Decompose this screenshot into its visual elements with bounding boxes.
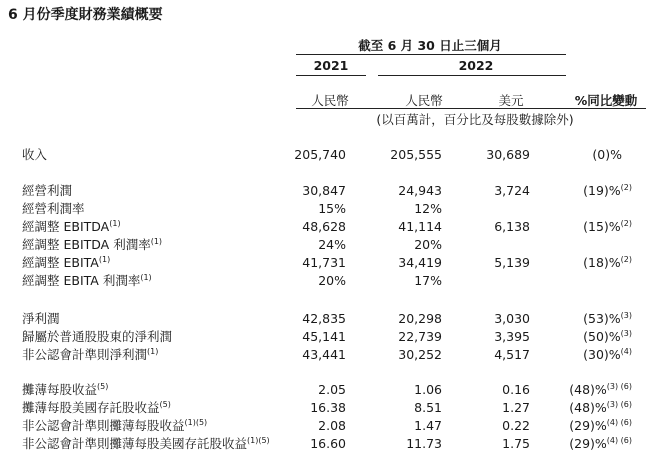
value-usd: 0.22 bbox=[502, 418, 530, 433]
value-usd: 1.27 bbox=[502, 400, 530, 415]
row-label bbox=[22, 417, 207, 435]
value-2022: 11.73 bbox=[406, 436, 442, 451]
value-yoy bbox=[583, 346, 632, 364]
value-2021: 2.08 bbox=[318, 418, 346, 433]
value-yoy-footnote: (3) (6) bbox=[606, 382, 632, 391]
value-2021: 15% bbox=[318, 201, 346, 216]
table-row bbox=[0, 381, 660, 399]
row-label-text: 經營利潤率 bbox=[22, 201, 85, 216]
row-label-footnote: (1) bbox=[150, 237, 163, 246]
row-label-text: 非公認會計準則攤薄每股收益 bbox=[22, 418, 185, 433]
value-yoy bbox=[583, 182, 632, 200]
header-rule bbox=[296, 108, 646, 109]
row-label-footnote: (5) bbox=[97, 382, 109, 391]
table-row bbox=[0, 310, 660, 328]
value-usd: 3,395 bbox=[494, 329, 530, 344]
row-label-text: 經營利潤 bbox=[22, 183, 73, 198]
value-2021: 42,835 bbox=[302, 311, 346, 326]
row-label-footnote: (1) bbox=[140, 273, 152, 282]
row-label-text: 歸屬於普通股股東的淨利潤 bbox=[22, 329, 173, 344]
value-2022: 1.06 bbox=[414, 382, 442, 397]
value-yoy-footnote: (2) bbox=[620, 219, 632, 228]
value-usd: 3,724 bbox=[494, 183, 530, 198]
value-usd: 6,138 bbox=[494, 219, 530, 234]
value-2021: 205,740 bbox=[294, 147, 346, 162]
value-2022: 22,739 bbox=[398, 329, 442, 344]
row-label-text: 非公認會計準則淨利潤 bbox=[22, 347, 148, 362]
value-yoy-text: (15)% bbox=[583, 219, 621, 234]
row-label-text: 收入 bbox=[22, 147, 48, 162]
value-2022: 8.51 bbox=[414, 400, 442, 415]
value-2021: 45,141 bbox=[302, 329, 346, 344]
row-label bbox=[22, 218, 121, 236]
value-yoy bbox=[569, 399, 632, 417]
value-yoy-footnote: (4) bbox=[620, 347, 632, 356]
row-label-footnote: (1)(5) bbox=[184, 418, 208, 427]
table-row bbox=[0, 182, 660, 200]
row-label bbox=[22, 381, 108, 399]
value-2022: 1.47 bbox=[414, 418, 442, 433]
value-usd: 1.75 bbox=[502, 436, 530, 451]
table-row bbox=[0, 254, 660, 272]
value-usd: 3,030 bbox=[494, 311, 530, 326]
value-2022: 34,419 bbox=[398, 255, 442, 270]
row-label-text: 淨利潤 bbox=[22, 311, 60, 326]
table-row bbox=[0, 399, 660, 417]
value-2022: 205,555 bbox=[390, 147, 442, 162]
value-yoy-text: (29)% bbox=[569, 436, 607, 451]
row-label bbox=[22, 346, 158, 364]
value-2022: 30,252 bbox=[398, 347, 442, 362]
row-label bbox=[22, 254, 110, 272]
value-2021: 41,731 bbox=[302, 255, 346, 270]
value-yoy-footnote: (2) bbox=[620, 183, 632, 192]
row-label bbox=[22, 182, 72, 200]
year-2021-rule bbox=[296, 75, 366, 76]
value-2021: 16.60 bbox=[310, 436, 346, 451]
row-label-footnote: (1) bbox=[147, 347, 159, 356]
row-label bbox=[22, 200, 85, 218]
value-yoy-footnote: (3) (6) bbox=[606, 400, 632, 409]
value-yoy-text: (30)% bbox=[583, 347, 621, 362]
row-label-text: 經調整 EBITDA 利潤率 bbox=[22, 237, 151, 252]
table-row bbox=[0, 146, 660, 164]
value-yoy-footnote: (4) (6) bbox=[606, 418, 632, 427]
usd-header: 美元 bbox=[498, 93, 524, 108]
table-row bbox=[0, 328, 660, 346]
value-usd: 0.16 bbox=[502, 382, 530, 397]
year-2022-header: 2022 bbox=[458, 58, 494, 73]
row-label-text: 經調整 EBITA bbox=[22, 255, 99, 270]
value-2022: 41,114 bbox=[398, 219, 442, 234]
value-yoy-text: (50)% bbox=[583, 329, 621, 344]
value-usd: 30,689 bbox=[486, 147, 530, 162]
value-yoy-text: (29)% bbox=[569, 418, 607, 433]
value-yoy bbox=[583, 254, 632, 272]
value-2021: 30,847 bbox=[302, 183, 346, 198]
value-yoy-footnote: (4) (6) bbox=[606, 436, 632, 445]
value-yoy-text: (18)% bbox=[583, 255, 621, 270]
row-label bbox=[22, 146, 47, 164]
value-yoy bbox=[592, 146, 622, 164]
table-row bbox=[0, 218, 660, 236]
row-label-footnote: (1)(5) bbox=[247, 436, 270, 445]
value-yoy-text: (0)% bbox=[592, 147, 622, 162]
table-row bbox=[0, 200, 660, 218]
value-yoy-footnote: (3) bbox=[620, 329, 632, 338]
value-2022: 20% bbox=[414, 237, 442, 252]
value-2022: 20,298 bbox=[398, 311, 442, 326]
row-label bbox=[22, 399, 171, 417]
value-2021: 24% bbox=[318, 237, 346, 252]
row-label-text: 攤薄每股美國存託股收益 bbox=[22, 400, 160, 415]
row-label-footnote: (1) bbox=[98, 255, 111, 264]
value-yoy-text: (48)% bbox=[569, 382, 607, 397]
row-label-footnote: (5) bbox=[159, 400, 171, 409]
value-yoy bbox=[583, 328, 632, 346]
value-yoy-footnote: (3) bbox=[620, 311, 632, 320]
value-usd: 5,139 bbox=[494, 255, 530, 270]
value-2021: 16.38 bbox=[310, 400, 346, 415]
value-yoy bbox=[569, 435, 632, 453]
period-header: 截至 6 月 30 日止三個月 bbox=[358, 38, 502, 53]
value-yoy bbox=[569, 381, 632, 399]
value-2022: 12% bbox=[414, 201, 442, 216]
row-label bbox=[22, 236, 162, 254]
rmb-2021-header: 人民幣 bbox=[311, 93, 349, 108]
row-label bbox=[22, 435, 270, 453]
value-2021: 2.05 bbox=[318, 382, 346, 397]
value-2022: 24,943 bbox=[398, 183, 442, 198]
value-2021: 20% bbox=[318, 273, 346, 288]
table-row bbox=[0, 346, 660, 364]
yoy-header: %同比變動 bbox=[574, 93, 638, 108]
year-2022-rule bbox=[378, 75, 566, 76]
row-label bbox=[22, 328, 172, 346]
value-yoy bbox=[569, 417, 632, 435]
value-yoy-footnote: (2) bbox=[620, 255, 632, 264]
table-row bbox=[0, 417, 660, 435]
page-title: 6 月份季度財務業績概要 bbox=[8, 7, 163, 23]
row-label-text: 經調整 EBITDA bbox=[22, 219, 110, 234]
table-row bbox=[0, 435, 660, 453]
row-label-footnote: (1) bbox=[109, 219, 121, 228]
row-label-text: 非公認會計準則攤薄每股美國存託股收益 bbox=[22, 436, 248, 451]
unit-note: (以百萬計，百分比及每股數據除外) bbox=[376, 112, 574, 127]
value-2021: 48,628 bbox=[302, 219, 346, 234]
row-label bbox=[22, 272, 152, 290]
value-2021: 43,441 bbox=[302, 347, 346, 362]
row-label bbox=[22, 310, 60, 328]
rmb-2022-header: 人民幣 bbox=[405, 93, 443, 108]
value-yoy-text: (53)% bbox=[583, 311, 621, 326]
value-2022: 17% bbox=[414, 273, 442, 288]
row-label-text: 經調整 EBITA 利潤率 bbox=[22, 273, 141, 288]
table-row bbox=[0, 272, 660, 290]
value-yoy bbox=[583, 310, 632, 328]
period-rule bbox=[296, 54, 566, 55]
table-row bbox=[0, 236, 660, 254]
value-yoy-text: (19)% bbox=[583, 183, 621, 198]
year-2021-header: 2021 bbox=[313, 58, 349, 73]
value-yoy-text: (48)% bbox=[569, 400, 607, 415]
value-yoy bbox=[583, 218, 632, 236]
value-usd: 4,517 bbox=[494, 347, 530, 362]
row-label-text: 攤薄每股收益 bbox=[22, 382, 98, 397]
